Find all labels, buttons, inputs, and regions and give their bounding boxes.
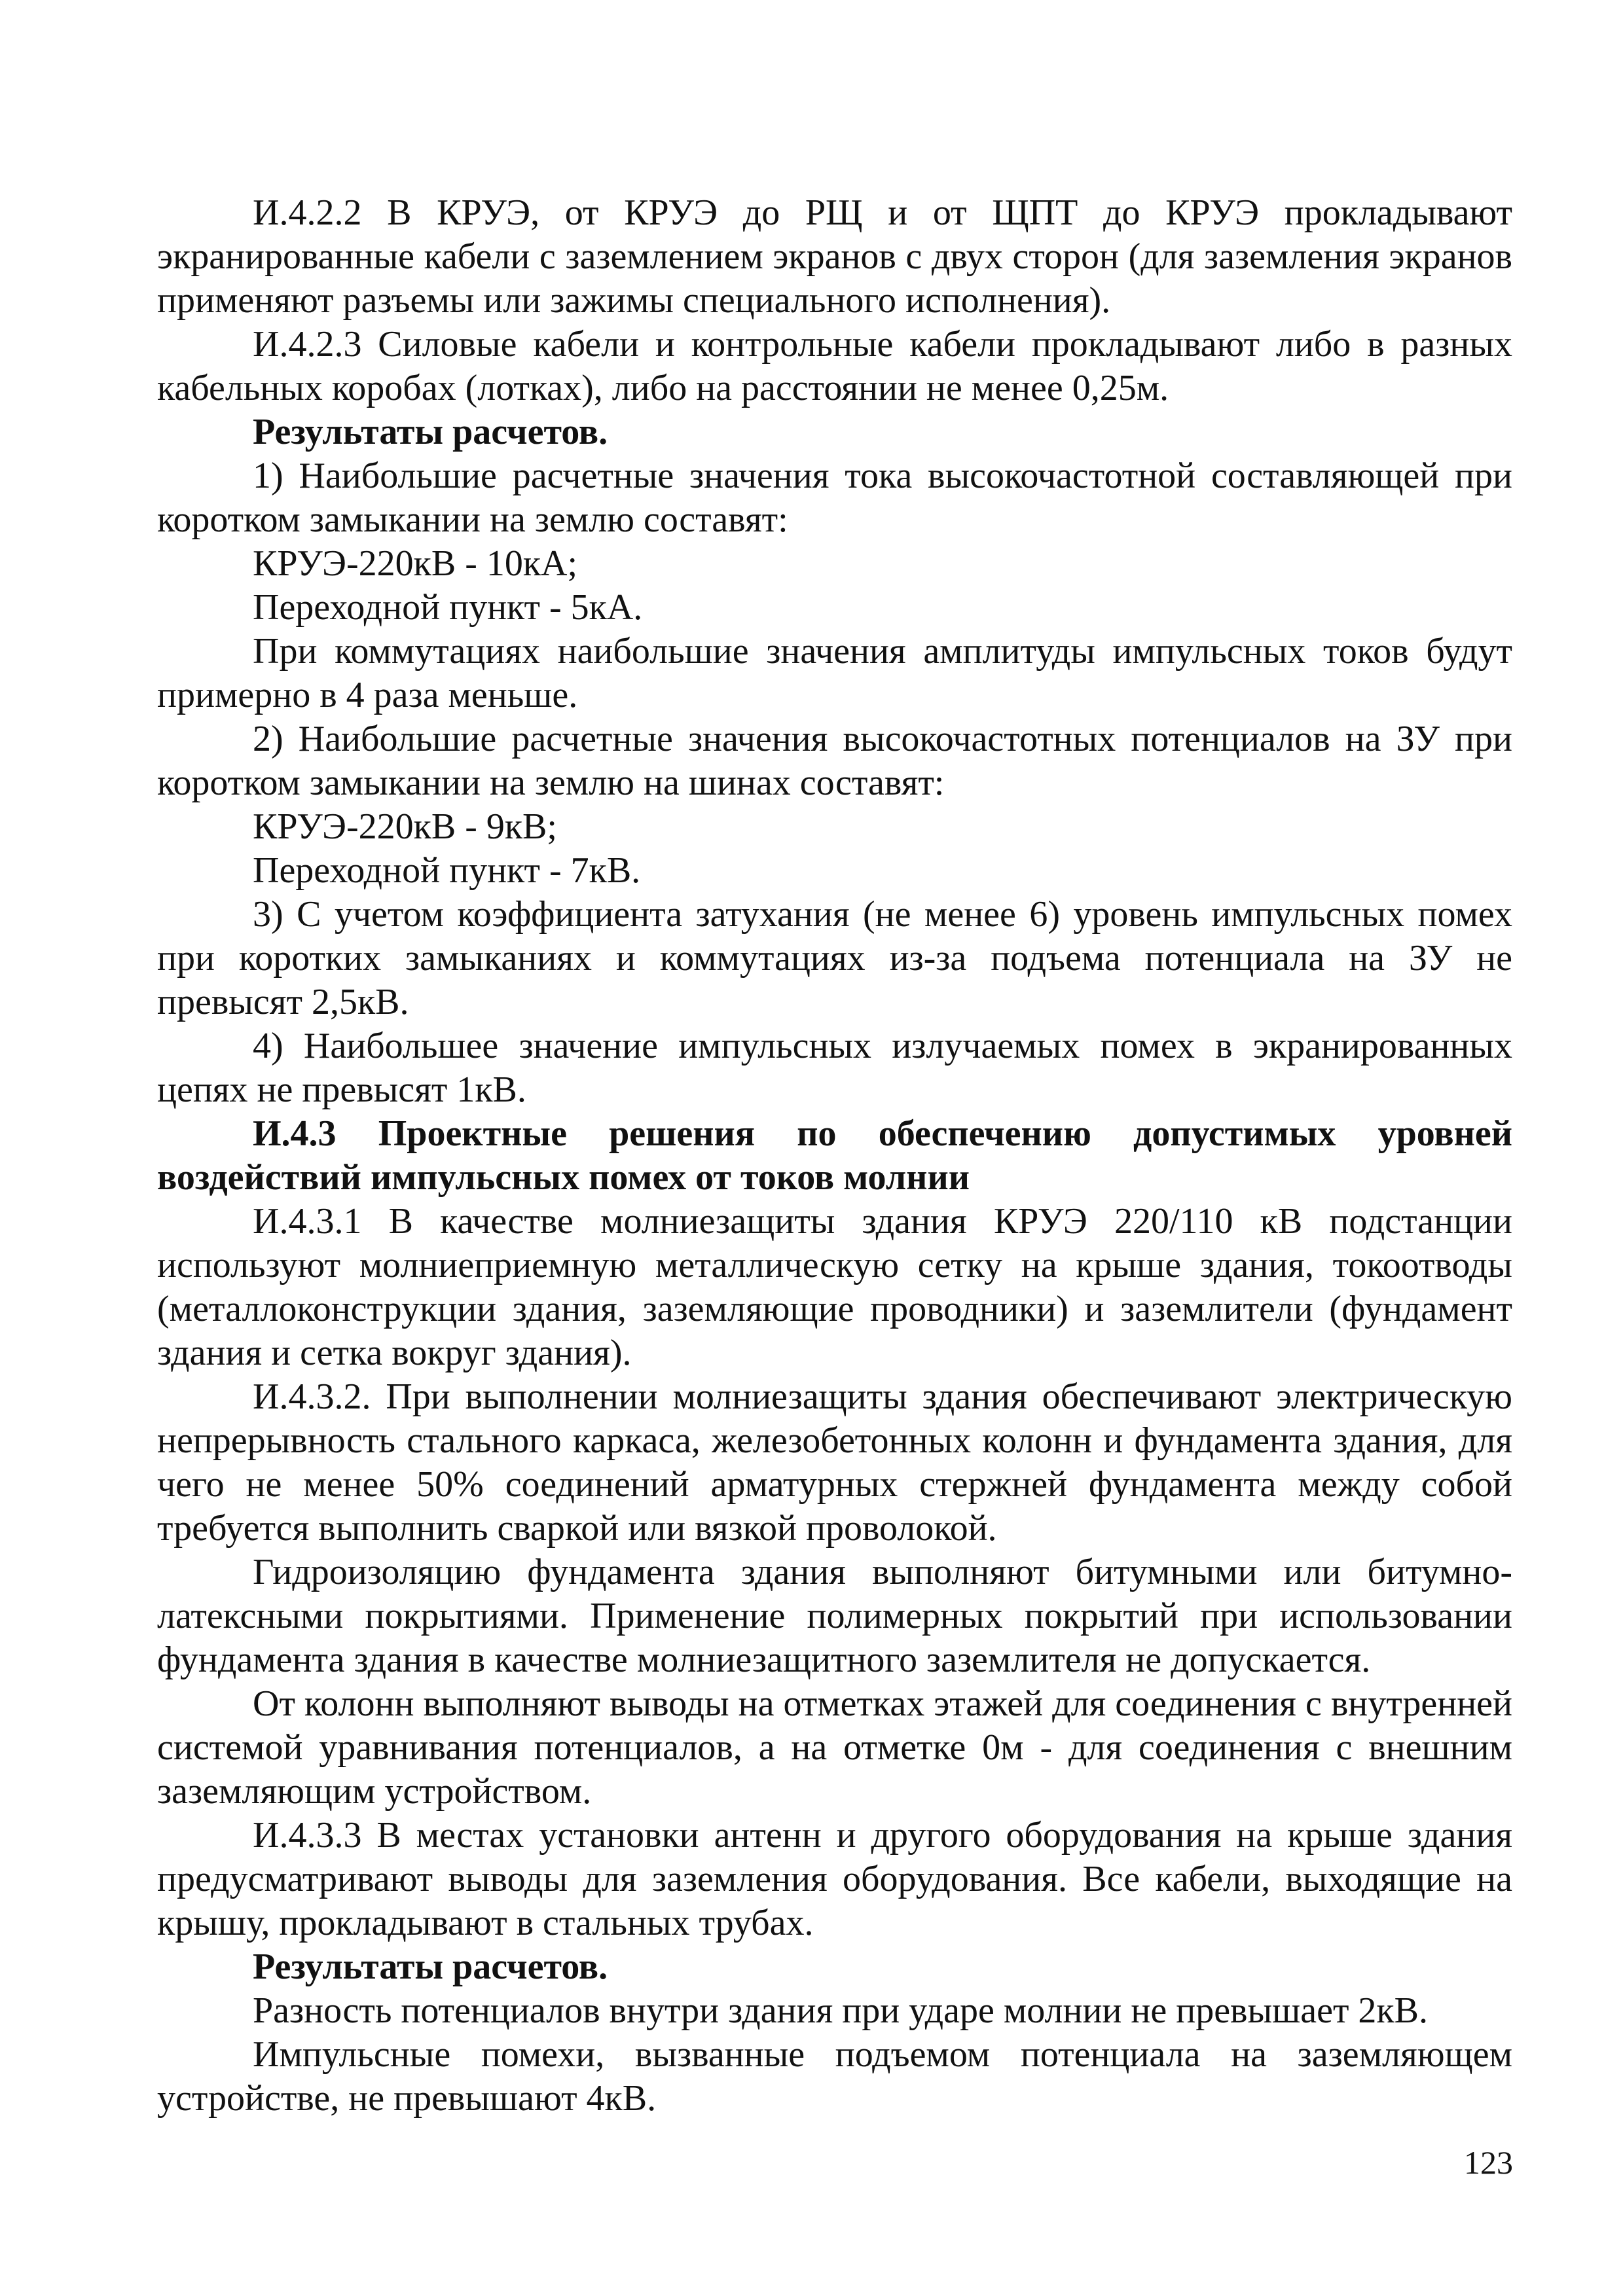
paragraph-4-2-3: И.4.2.3 Силовые кабели и контрольные кабели прокладывают либо в разных кабельных коробах (лотках), либо на расстоянии не менее 0,25м. [157,324,1512,408]
paragraph-4-3-1: И.4.3.1 В качестве молниезащиты здания КРУЭ 220/110 кВ подстанции используют молниеприемную металлическую сетку на крыше здания, токоотводы (металлоконструкции здания, заземляющие проводники) и заземлители (фундамент здания и сетка вокруг здания). [157,1201,1512,1373]
result-item-3: 3) С учетом коэффициента затухания (не менее 6) уровень импульсных помех при коротких замыканиях и коммутациях из-за подъема потенциала на ЗУ не превысят 2,5кВ. [157,894,1512,1022]
result-item-1: 1) Наибольшие расчетные значения тока высокочастотной составляющей при коротком замыкании на землю составят: [157,456,1512,540]
section-heading-4-3: И.4.3 Проектные решения по обеспечению допустимых уровней воздействий импульсных помех от токов молнии [157,1113,1512,1198]
result-item-4: 4) Наибольшее значение импульсных излучаемых помех в экранированных цепях не превысят 1кВ. [157,1026,1512,1110]
result-item-2: 2) Наибольшие расчетные значения высокочастотных потенциалов на ЗУ при коротком замыкании на землю на шинах составят: [157,719,1512,803]
result-impulse-noise: Импульсные помехи, вызванные подъемом потенциала на заземляющем устройстве, не превышают 4кВ. [157,2034,1512,2119]
page-number: 123 [1464,2144,1513,2181]
result-note-switching: При коммутациях наибольшие значения амплитуды импульсных токов будут примерно в 4 раза меньше. [157,631,1512,715]
results-heading-2: Результаты расчетов. [253,1946,608,1987]
paragraph-waterproofing: Гидроизоляцию фундамента здания выполняют битумными или битумно-латексными покрытиями. Применение полимерных покрытий при использовании фундамента здания в качестве молниезащитного заземлителя не допускается. [157,1552,1512,1680]
result-value-kruie-current: КРУЭ-220кВ - 10кА; [253,543,578,584]
paragraph-4-3-2: И.4.3.2. При выполнении молниезащиты здания обеспечивают электрическую непрерывность стального каркаса, железобетонных колонн и фундамента здания, для чего не менее 50% соединений арматурных стержней фундамента между собой требуется выполнить сваркой или вязкой проволокой. [157,1376,1512,1549]
page-body [157,191,1512,2121]
result-value-kruie-potential: КРУЭ-220кВ - 9кВ; [253,806,557,847]
result-value-transition-potential: Переходной пункт - 7кВ. [253,850,641,891]
result-value-transition-current: Переходной пункт - 5кА. [253,587,643,628]
result-potential-difference: Разность потенциалов внутри здания при ударе молнии не превышает 2кВ. [253,1990,1428,2031]
paragraph-column-outlets: От колонн выполняют выводы на отметках этажей для соединения с внутренней системой уравнивания потенциалов, а на отметке 0м - для соединения с внешним заземляющим устройством. [157,1683,1512,1812]
paragraph-4-3-3: И.4.3.3 В местах установки антенн и другого оборудования на крыше здания предусматривают выводы для заземления оборудования. Все кабели, выходящие на крышу, прокладывают в стальных трубах. [157,1815,1512,1943]
results-heading: Результаты расчетов. [253,412,608,452]
paragraph-4-2-2: И.4.2.2 В КРУЭ, от КРУЭ до РЩ и от ЩПТ до КРУЭ прокладывают экранированные кабели с заземлением экранов с двух сторон (для заземления экранов применяют разъемы или зажимы специального исполнения). [157,192,1512,321]
